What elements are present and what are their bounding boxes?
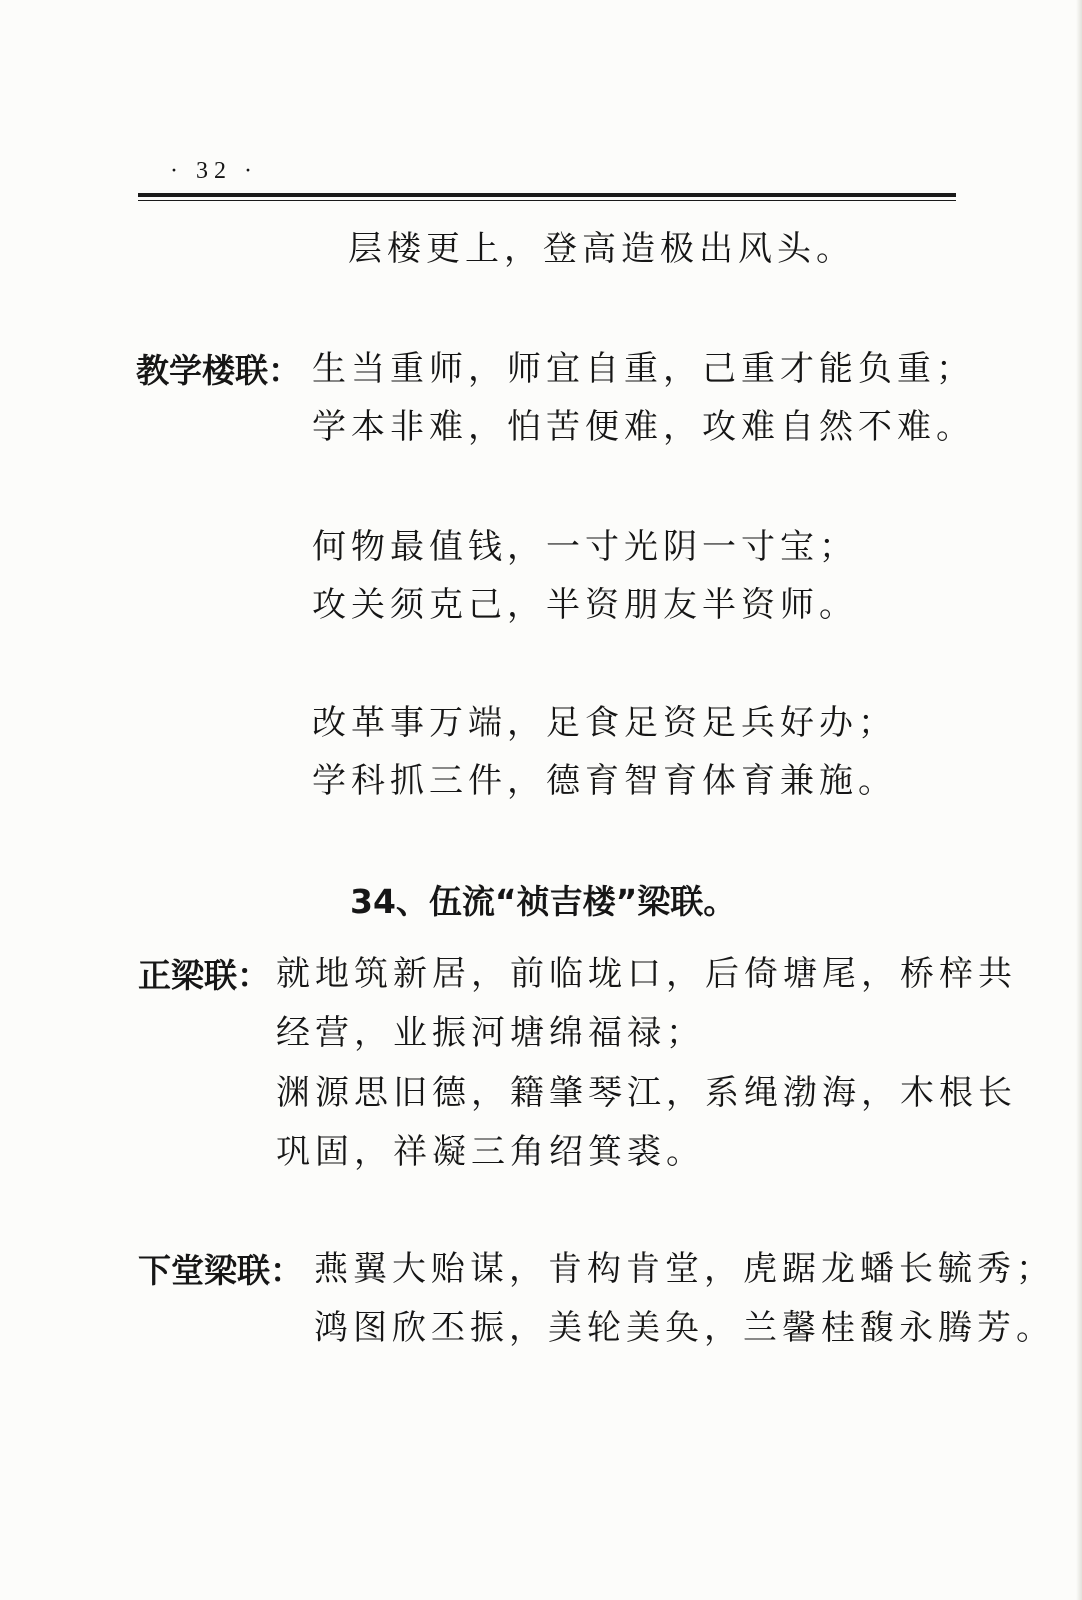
couplet-line: 鸿图欣丕振，美轮美奂，兰馨桂馥永腾芳。 bbox=[314, 1308, 1055, 1348]
couplet-line: 学科抓三件，德育智育体育兼施。 bbox=[312, 761, 897, 801]
couplet-line: 何物最值钱，一寸光阴一寸宝； bbox=[312, 527, 858, 567]
teaching-building-label: 教学楼联： bbox=[136, 351, 301, 390]
couplet-line: 燕翼大贻谋，肯构肯堂，虎踞龙蟠长毓秀； bbox=[314, 1249, 1055, 1289]
couplet-line: 改革事万端，足食足资足兵好办； bbox=[312, 703, 897, 743]
couplet-line: 攻关须克己，半资朋友半资师。 bbox=[312, 585, 858, 625]
couplet-line: 渊源思旧德，籍肇琴江，系绳渤海，木根长 bbox=[276, 1073, 1017, 1113]
page-number: · 32 · bbox=[170, 158, 258, 184]
header-rule-thick bbox=[138, 193, 956, 197]
couplet-line: 学本非难，怕苦便难，攻难自然不难。 bbox=[312, 407, 975, 447]
lower-hall-beam-label: 下堂梁联： bbox=[138, 1251, 303, 1290]
couplet-line: 经营，业振河塘绵福禄； bbox=[276, 1013, 705, 1053]
couplet-line: 就地筑新居，前临垅口，后倚塘尾，桥梓共 bbox=[276, 954, 1017, 994]
main-beam-label: 正梁联： bbox=[138, 956, 270, 995]
header-rule-thin bbox=[138, 200, 956, 201]
section-heading: 34、伍流“祯吉楼”梁联。 bbox=[350, 882, 737, 921]
intro-line: 层楼更上，登高造极出风头。 bbox=[348, 229, 855, 269]
couplet-line: 生当重师，师宜自重，己重才能负重； bbox=[312, 349, 975, 389]
page-edge-shadow bbox=[1076, 0, 1082, 1600]
couplet-line: 巩固，祥凝三角绍箕裘。 bbox=[276, 1132, 705, 1172]
